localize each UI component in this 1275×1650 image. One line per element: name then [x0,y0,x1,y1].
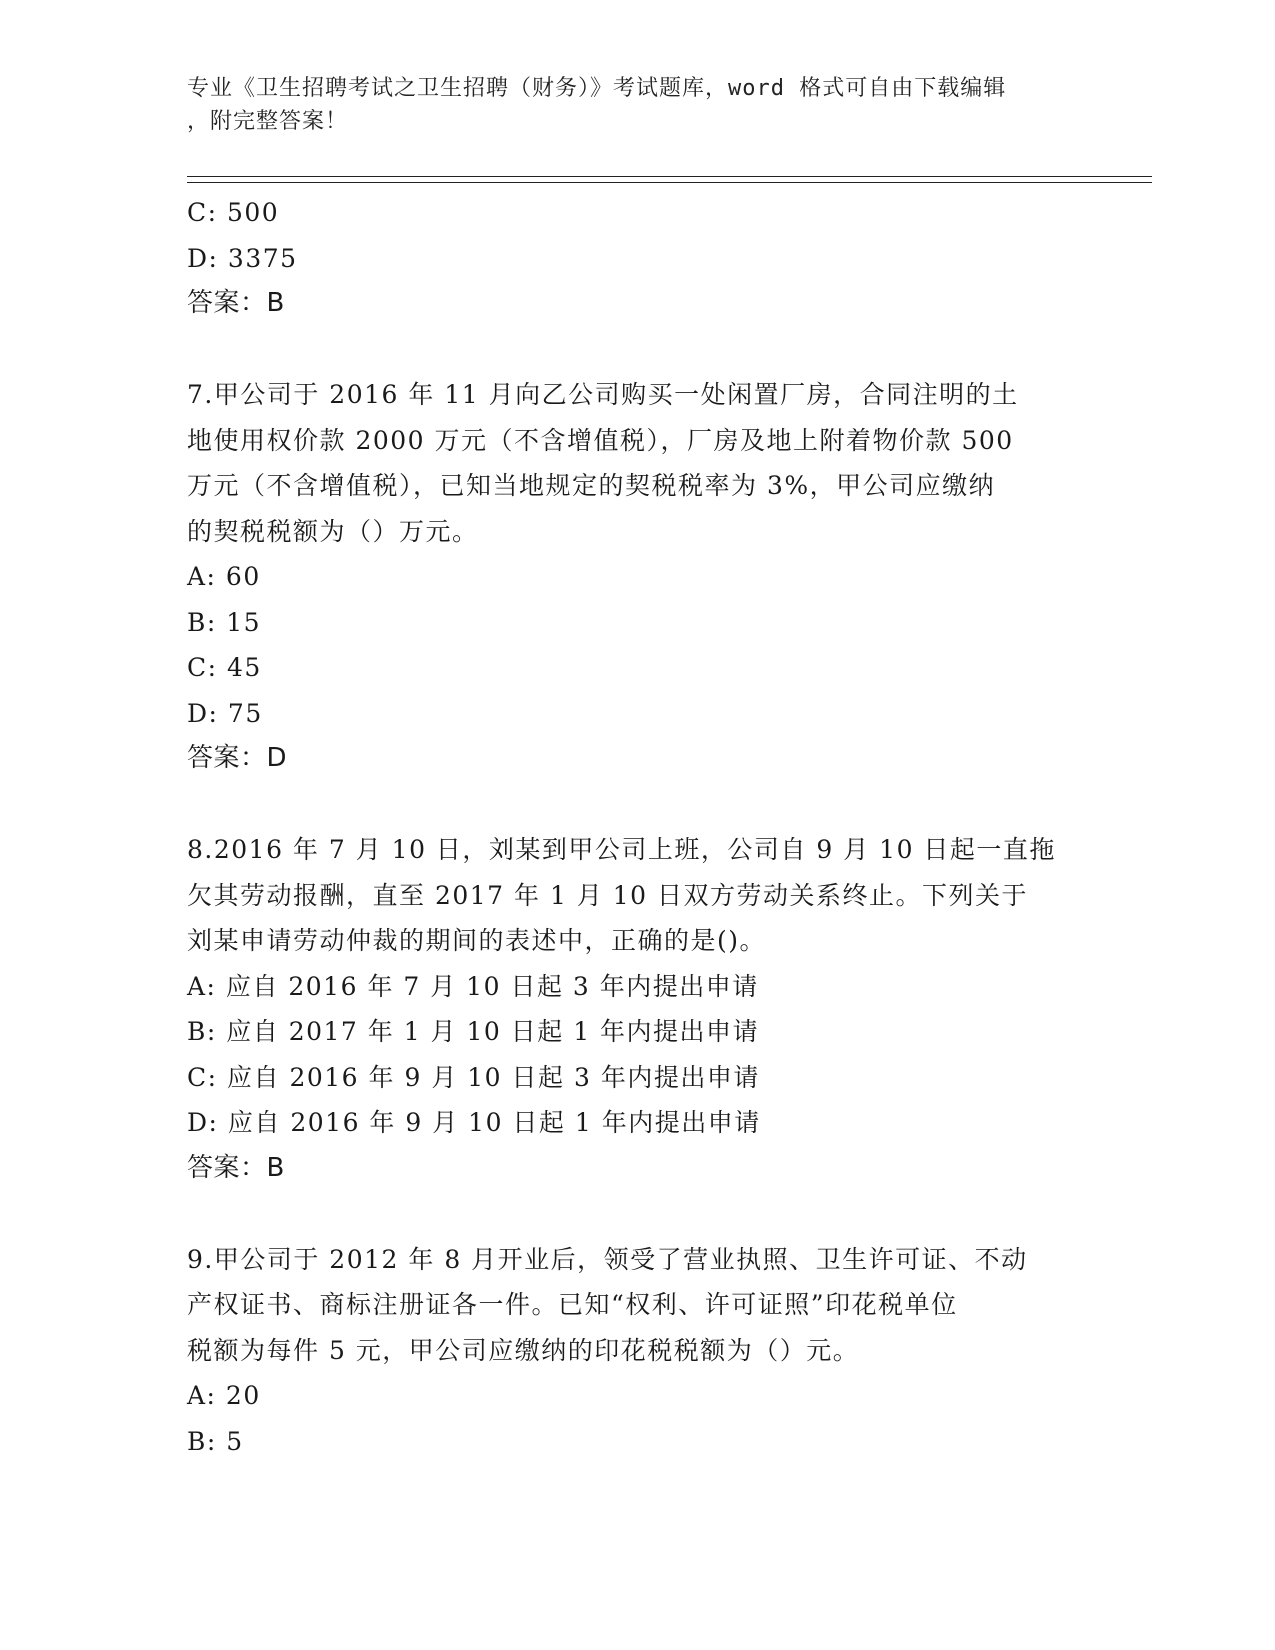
answer-label: 答案：D [187,743,288,773]
question-9 [187,1237,1087,1465]
question-stem-line: 9.甲公司于 2012 年 8 月开业后，领受了营业执照、卫生许可证、不动 [187,1244,1028,1274]
option-c: C: 应自 2016 年 9 月 10 日起 3 年内提出申请 [187,1062,760,1092]
question-stem-line: 产权证书、商标注册证各一件。已知“权利、许可证照”印花税单位 [187,1290,958,1319]
answer-label: 答案：B [187,1152,285,1183]
option-c: C: 45 [187,653,262,682]
option-d: D: 75 [187,698,263,728]
header-title-line-1: 专业《卫生招聘考试之卫生招聘（财务）》考试题库，word 格式可自由下载编辑 [187,76,1007,101]
question-stem-line: 刘某申请劳动仲裁的期间的表述中，正确的是()。 [187,926,767,955]
option-a: A: 应自 2016 年 7 月 10 日起 3 年内提出申请 [187,971,759,1001]
option-b: B: 15 [187,607,262,637]
option-a: A: 60 [187,562,261,591]
question-stem-line: 欠其劳动报酬，直至 2017 年 1 月 10 日双方劳动关系终止。下列关于 [187,880,1029,910]
page-header [187,72,1067,138]
question-7 [187,372,1087,782]
spacer [187,327,1087,373]
option-d: D: 3375 [187,243,298,273]
option-b: B: 应自 2017 年 1 月 10 日起 1 年内提出申请 [187,1017,760,1046]
question-8 [187,827,1087,1191]
question-stem-line: 税额为每件 5 元，甲公司应缴纳的印花税税额为（）元。 [187,1335,860,1365]
option-b: B: 5 [187,1426,244,1456]
question-6-tail [187,190,1087,327]
header-divider-top [187,176,1152,177]
header-title-line-2: ，附完整答案！ [187,109,349,134]
question-stem-line: 万元（不含增值税），已知当地规定的契税税率为 3%，甲公司应缴纳 [187,471,996,500]
question-stem-line: 的契税税额为（）万元。 [187,516,479,546]
question-list [187,190,1087,1464]
option-d: D: 应自 2016 年 9 月 10 日起 1 年内提出申请 [187,1108,761,1137]
answer-label: 答案：B [187,288,285,318]
option-c: C: 500 [187,198,280,227]
spacer [187,1191,1087,1237]
spacer [187,782,1087,828]
question-stem-line: 8.2016 年 7 月 10 日，刘某到甲公司上班，公司自 9 月 10 日起一直拖 [187,835,1056,864]
question-stem-line: 7.甲公司于 2016 年 11 月向乙公司购买一处闲置厂房，合同注明的土 [187,380,1019,409]
option-a: A: 20 [187,1381,261,1410]
header-divider-bottom [187,182,1152,183]
question-stem-line: 地使用权价款 2000 万元（不含增值税），厂房及地上附着物价款 500 [187,425,1014,455]
